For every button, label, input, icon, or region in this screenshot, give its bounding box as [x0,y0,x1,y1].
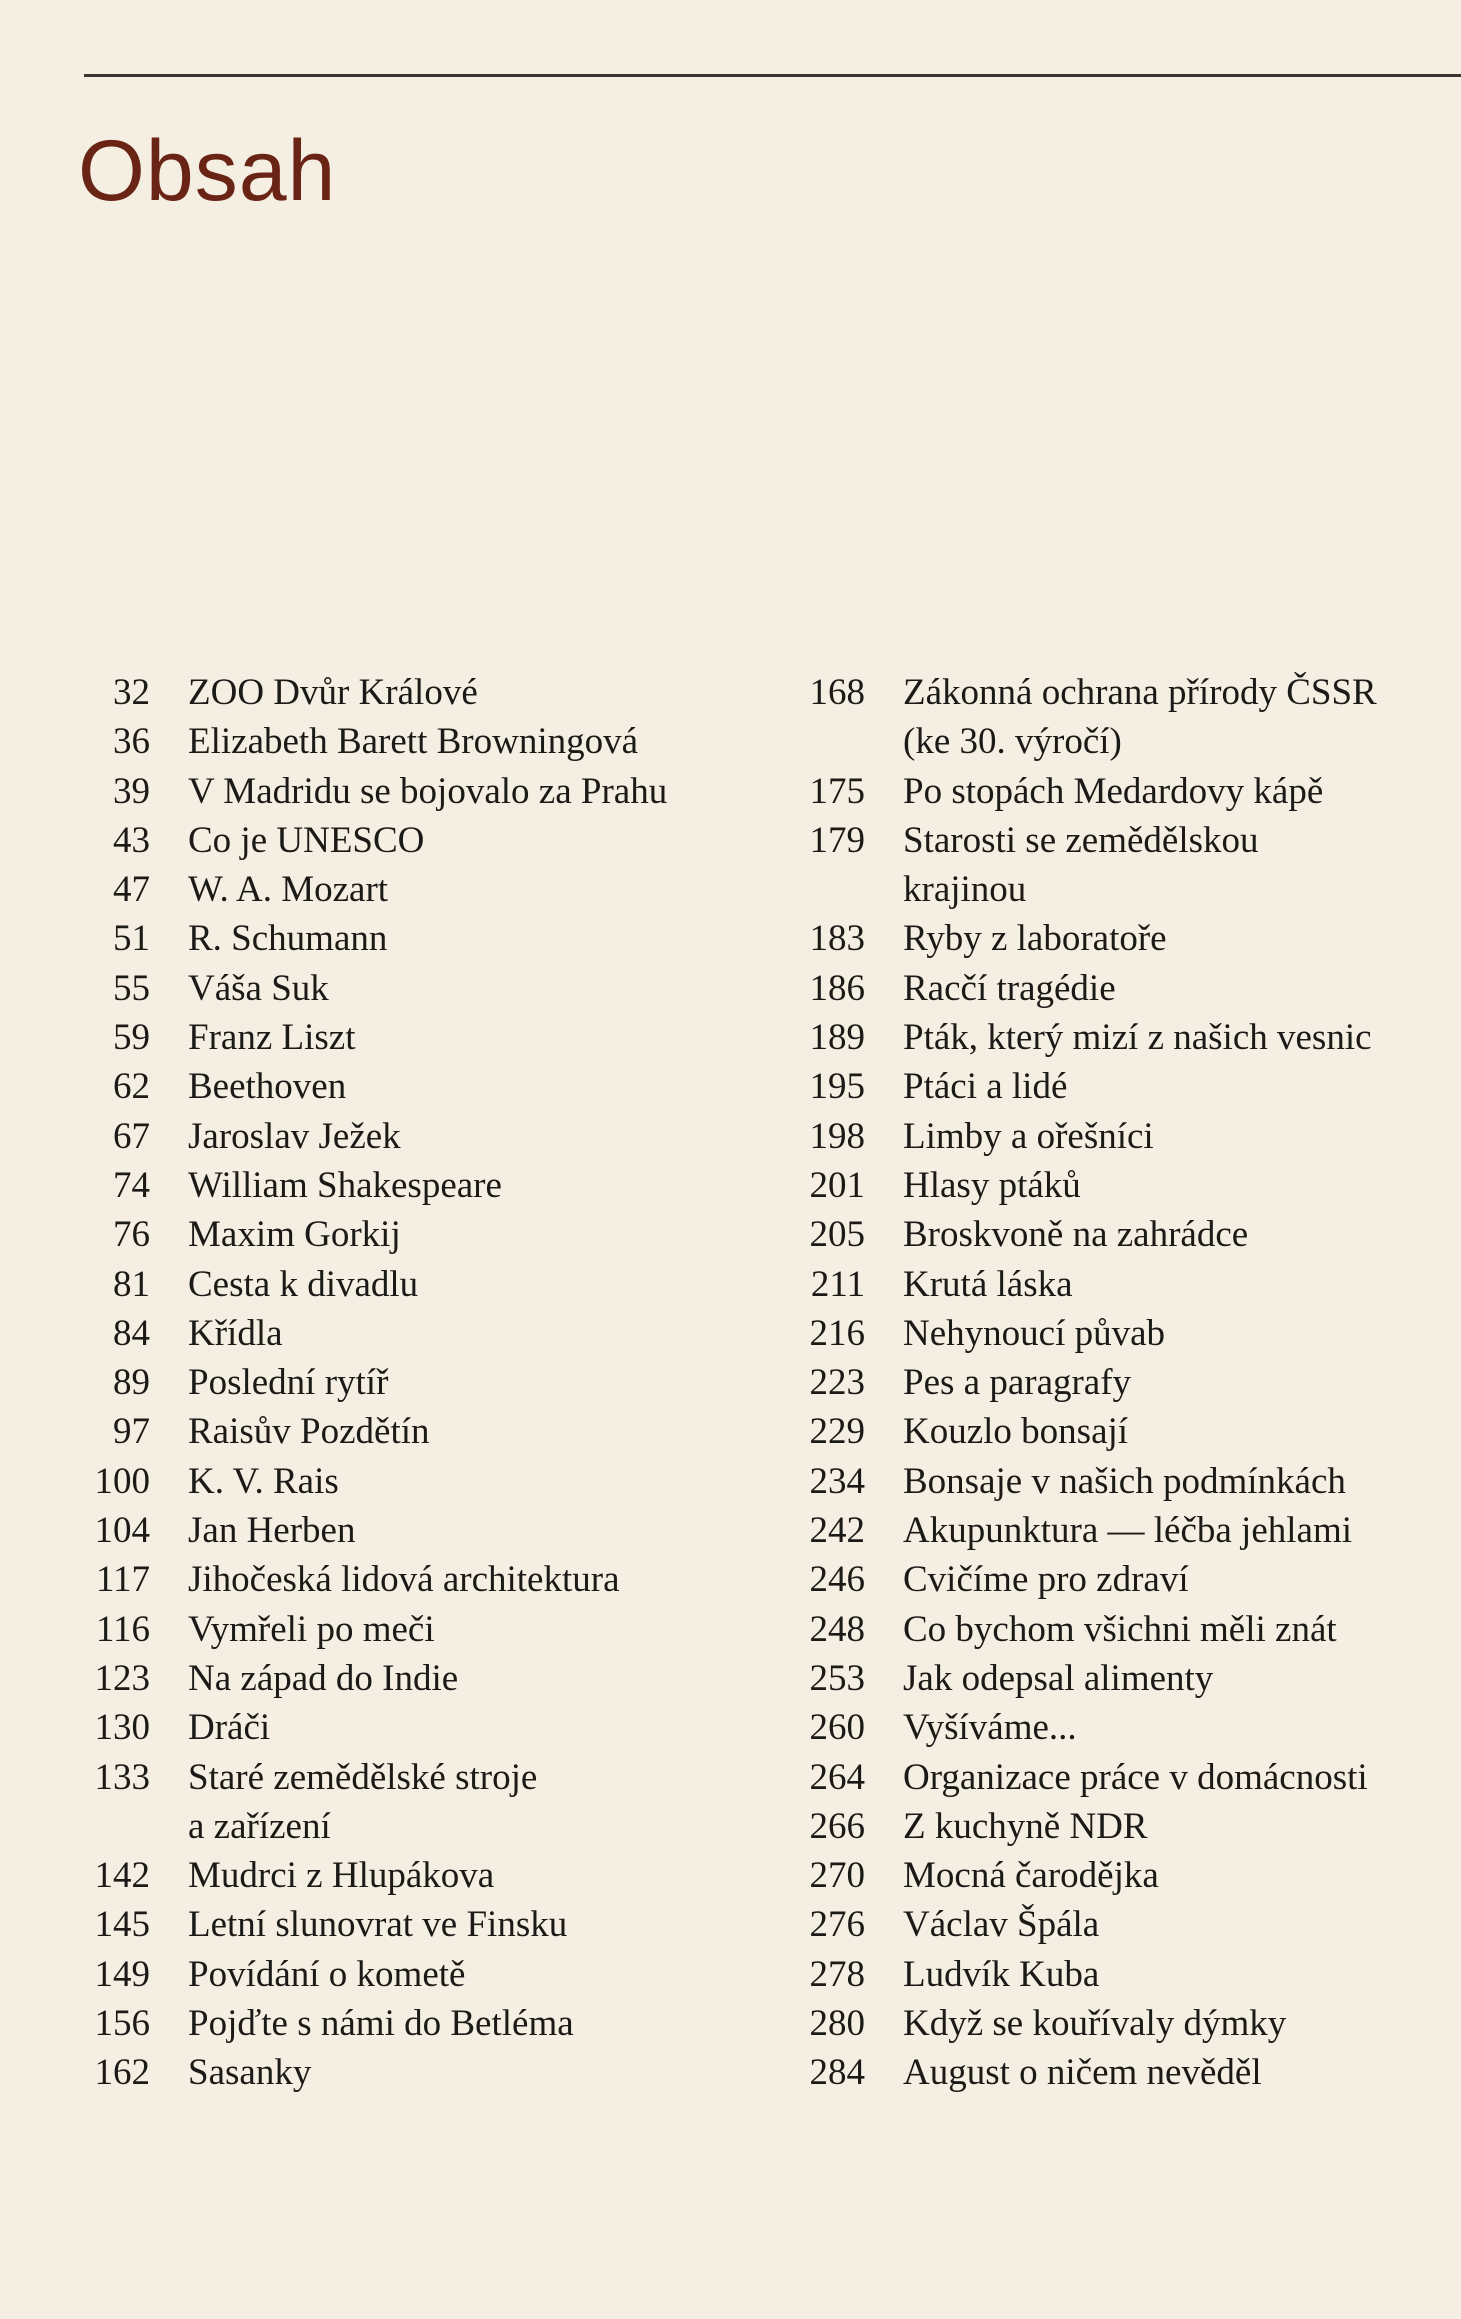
toc-entry-title [903,1358,1131,1407]
toc-entry [70,1654,770,1703]
toc-page-number: 123 [94,1657,150,1699]
toc-entry [70,1112,770,1161]
toc-page-number: 276 [809,1904,865,1946]
toc-page-number: 97 [113,1411,150,1453]
toc-entry [70,964,770,1013]
toc-entry [70,1950,770,1999]
toc-page-number: 216 [809,1312,865,1354]
toc-title-line: Jak odepsal alimenty [903,1657,1214,1699]
toc-title-line: Beethoven [188,1066,347,1108]
toc-page-number: 81 [113,1263,150,1305]
toc-entry-title [903,914,1167,963]
toc-entry [70,1407,770,1456]
toc-title-line: Bonsaje v našich podmínkách [903,1460,1346,1502]
toc-page-number: 149 [94,1953,150,1995]
toc-entry-title [188,1900,567,1949]
toc-page-number: 198 [809,1115,865,1157]
toc-title-line: Krutá láska [903,1263,1073,1305]
toc-title-line: William Shakespeare [188,1164,502,1206]
toc-title-line: Jaroslav Ježek [188,1115,401,1157]
toc-title-line: Ludvík Kuba [903,1953,1100,1995]
toc-page-number: 142 [94,1855,150,1897]
toc-entry [70,2048,770,2097]
toc-title-line: Co bychom všichni měli znát [903,1608,1337,1650]
toc-entry [790,1407,1461,1456]
toc-entry [790,1851,1461,1900]
toc-entry [70,1457,770,1506]
toc-entry [790,1309,1461,1358]
toc-page-number: 162 [94,2052,150,2094]
toc-title-line: Zákonná ochrana přírody ČSSR [903,672,1377,713]
toc-page-number: 278 [809,1953,865,1995]
toc-title-line: Křídla [188,1312,283,1354]
toc-entry-title [903,1309,1165,1358]
toc-entry-title [903,1654,1213,1703]
toc-entry [70,1999,770,2048]
toc-entry-title [903,1260,1073,1309]
toc-page-number: 205 [809,1214,865,1256]
toc-page-number: 47 [113,869,150,911]
toc-page-number: 130 [94,1707,150,1749]
toc-page-number: 234 [809,1460,865,1502]
toc-title-line: ZOO Dvůr Králové [188,672,478,713]
toc-entry-title [188,1506,355,1555]
toc-entry-title [903,1802,1148,1851]
toc-title-line: Pes a paragrafy [903,1362,1132,1404]
toc-entry [790,1900,1461,1949]
toc-entry [790,1950,1461,1999]
toc-page-number: 211 [810,1263,865,1305]
toc-entry [70,1358,770,1407]
toc-page-number: 74 [113,1164,150,1206]
toc-entry-title [188,767,667,816]
toc-title-line: Mocná čarodějka [903,1855,1159,1897]
toc-entry [70,1605,770,1654]
toc-title-line: Poslední rytíř [188,1362,389,1404]
toc-page-number: 248 [809,1608,865,1650]
toc-page-number: 266 [809,1805,865,1847]
toc-entry [70,1703,770,1752]
toc-entry [790,1605,1461,1654]
toc-title-line: Jan Herben [188,1510,356,1552]
toc-page-number: 39 [113,770,150,812]
toc-entry [790,1112,1461,1161]
toc-title-line: Po stopách Medardovy kápě [903,770,1324,812]
toc-title-line: Vymřeli po meči [188,1608,435,1650]
toc-title-line: Z kuchyně NDR [903,1805,1148,1847]
toc-entry [70,668,770,717]
toc-entry [790,767,1461,816]
toc-page-number: 253 [809,1657,865,1699]
toc-title-line: (ke 30. výročí) [903,721,1122,763]
toc-page-number: 280 [809,2003,865,2045]
toc-entry-title [903,767,1323,816]
toc-entry-title [903,1457,1346,1506]
toc-title-line: a zařízení [188,1805,331,1847]
toc-entry-title [188,1950,465,1999]
toc-entry-title [188,914,387,963]
toc-entry [70,1753,770,1852]
toc-entry [70,816,770,865]
toc-entry-title [188,717,638,766]
toc-title-line: Letní slunovrat ve Finsku [188,1904,568,1946]
toc-page-number: 168 [809,672,865,713]
toc-entry-title [188,1013,355,1062]
toc-title-line: Povídání o kometě [188,1953,466,1995]
toc-entry [790,668,1461,767]
toc-entry-title [903,1555,1189,1604]
toc-entry [70,914,770,963]
toc-entry [790,1062,1461,1111]
toc-entry-title [903,668,1377,767]
toc-entry-title [188,1407,430,1456]
toc-entry-title [903,1506,1352,1555]
toc-entry [790,1260,1461,1309]
toc-entry-title [188,1753,537,1852]
toc-entry [70,1260,770,1309]
toc-title-line: Pojďte s námi do Betléma [188,2003,574,2045]
toc-entry-title [188,1605,435,1654]
toc-page-number: 133 [94,1756,150,1798]
toc-title-line: Sasanky [188,2052,312,2094]
toc-entry-title [903,964,1116,1013]
toc-title-line: Nehynoucí půvab [903,1312,1166,1354]
toc-page-number: 183 [809,918,865,960]
toc-page-number: 67 [113,1115,150,1157]
toc-page-number: 100 [94,1460,150,1502]
toc-entry-title [903,1900,1099,1949]
toc-title-line: V Madridu se bojovalo za Prahu [188,770,668,812]
toc-page-number: 260 [809,1707,865,1749]
toc-entry-title [903,1407,1128,1456]
toc-entry [790,2048,1461,2097]
toc-page-number: 264 [809,1756,865,1798]
toc-page-number: 186 [809,967,865,1009]
toc-page-number: 36 [113,721,150,763]
toc-title-line: Staré zemědělské stroje [188,1756,538,1798]
toc-entry-title [903,1112,1154,1161]
toc-page-number: 195 [809,1066,865,1108]
toc-page-number: 284 [809,2052,865,2094]
toc-page-number: 89 [113,1362,150,1404]
toc-page-number: 116 [95,1608,150,1650]
toc-entry [790,964,1461,1013]
toc-title-line: K. V. Rais [188,1460,339,1502]
toc-entry-title [188,1999,574,2048]
toc-entry-title [188,1309,283,1358]
toc-entry [70,1851,770,1900]
toc-entry [790,1161,1461,1210]
toc-title-line: Když se kouřívaly dýmky [903,2003,1287,2045]
page-title: Obsah [78,123,337,219]
toc-page-number: 270 [809,1855,865,1897]
toc-entry-title [188,964,329,1013]
toc-entry [790,1999,1461,2048]
toc-entry [790,1210,1461,1259]
toc-title-line: Broskvoně na zahrádce [903,1214,1249,1256]
toc-entry-title [188,1851,494,1900]
toc-page-number: 76 [113,1214,150,1256]
toc-entry [70,1210,770,1259]
toc-page-number: 51 [113,918,150,960]
toc-entry-title [188,1457,339,1506]
toc-title-line: Kouzlo bonsají [903,1411,1129,1453]
toc-entry-title [188,1654,458,1703]
toc-entry [70,1013,770,1062]
toc-entry [70,1506,770,1555]
toc-page-number: 84 [113,1312,150,1354]
toc-title-line: Elizabeth Barett Browningová [188,721,639,763]
toc-entry [70,1309,770,1358]
toc-entry [70,767,770,816]
toc-entry [790,1555,1461,1604]
toc-page-number: 242 [809,1510,865,1552]
toc-entry [790,1457,1461,1506]
toc-title-line: Váša Suk [188,967,329,1009]
toc-page-number: 189 [809,1017,865,1059]
toc-entry-title [903,1851,1159,1900]
toc-entry-title [188,1260,418,1309]
toc-title-line: R. Schumann [188,918,388,960]
toc-title-line: Jihočeská lidová architektura [188,1559,620,1601]
toc-entry [790,1703,1461,1752]
toc-title-line: Vyšíváme... [903,1707,1077,1749]
toc-entry-title [903,1161,1081,1210]
toc-entry [70,1161,770,1210]
toc-entry [790,816,1461,915]
toc-entry [70,1900,770,1949]
toc-entry [790,1506,1461,1555]
toc-entry [790,1654,1461,1703]
toc-entry-title [188,2048,311,2097]
toc-entry-title [903,1999,1286,2048]
toc-entry-title [188,865,388,914]
toc-page-number: 117 [95,1559,150,1601]
toc-entry-title [188,1555,620,1604]
toc-entry [790,1802,1461,1851]
toc-entry-title [903,1013,1372,1062]
toc-entry-title [188,668,478,717]
toc-entry [790,1013,1461,1062]
toc-entry-title [903,1605,1337,1654]
toc-title-line: Maxim Gorkij [188,1214,401,1256]
toc-entry-title [188,1112,401,1161]
toc-page-number: 246 [809,1559,865,1601]
toc-entry-title [903,1210,1248,1259]
toc-entry-title [188,1210,401,1259]
toc-title-line: Organizace práce v domácnosti [903,1756,1368,1798]
toc-title-line: krajinou [903,869,1027,911]
toc-page-number: 229 [809,1411,865,1453]
toc-entry [70,865,770,914]
toc-entry [70,1062,770,1111]
toc-page-number: 179 [809,819,865,861]
toc-title-line: W. A. Mozart [188,869,389,911]
toc-page-number: 145 [94,1904,150,1946]
toc-title-line: Ptáci a lidé [903,1066,1068,1108]
toc-title-line: August o ničem nevěděl [903,2052,1262,2094]
toc-title-line: Raisův Pozdětín [188,1411,430,1453]
toc-title-line: Racčí tragédie [903,967,1116,1009]
toc-entry [790,1753,1461,1802]
toc-column-right [790,668,1461,2098]
toc-title-line: Limby a ořešníci [903,1115,1154,1157]
toc-page-number: 59 [113,1017,150,1059]
toc-entry-title [188,816,424,865]
toc-column-left [70,668,770,2098]
toc-page-number: 43 [113,819,150,861]
toc-entry [70,1555,770,1604]
toc-entry [790,914,1461,963]
toc-entry-title [188,1358,388,1407]
toc-title-line: Mudrci z Hlupákova [188,1855,495,1897]
toc-title-line: Na západ do Indie [188,1657,459,1699]
toc-page-number: 32 [113,672,150,713]
toc-page-number: 201 [809,1164,865,1206]
toc-page-number: 223 [809,1362,865,1404]
toc-title-line: Pták, který mizí z našich vesnic [903,1017,1372,1059]
toc-entry [790,1358,1461,1407]
toc-entry-title [188,1161,502,1210]
toc-title-line: Václav Špála [903,1904,1100,1946]
toc-entry-title [903,816,1259,915]
toc-title-line: Hlasy ptáků [903,1164,1081,1206]
toc-entry-title [188,1703,270,1752]
toc-entry-title [903,1753,1368,1802]
toc-entry-title [903,1703,1077,1752]
toc-entry-title [188,1062,346,1111]
toc-page-number: 104 [94,1510,150,1552]
toc-title-line: Dráči [188,1707,271,1749]
toc-entry-title [903,2048,1262,2097]
toc-page-number: 156 [94,2003,150,2045]
top-rule [84,74,1461,77]
toc-title-line: Ryby z laboratoře [903,918,1167,960]
toc-page-number: 55 [113,967,150,1009]
toc-title-line: Starosti se zemědělskou [903,819,1259,861]
toc-entry-title [903,1950,1099,1999]
toc-title-line: Co je UNESCO [188,819,425,861]
toc-title-line: Cesta k divadlu [188,1263,419,1305]
toc-title-line: Akupunktura — léčba jehlami [903,1510,1353,1552]
toc-entry-title [903,1062,1067,1111]
toc-page-number: 175 [809,770,865,812]
toc-entry [70,717,770,766]
toc-title-line: Franz Liszt [188,1017,356,1059]
toc-title-line: Cvičíme pro zdraví [903,1559,1189,1601]
toc-page-number: 62 [113,1066,150,1108]
